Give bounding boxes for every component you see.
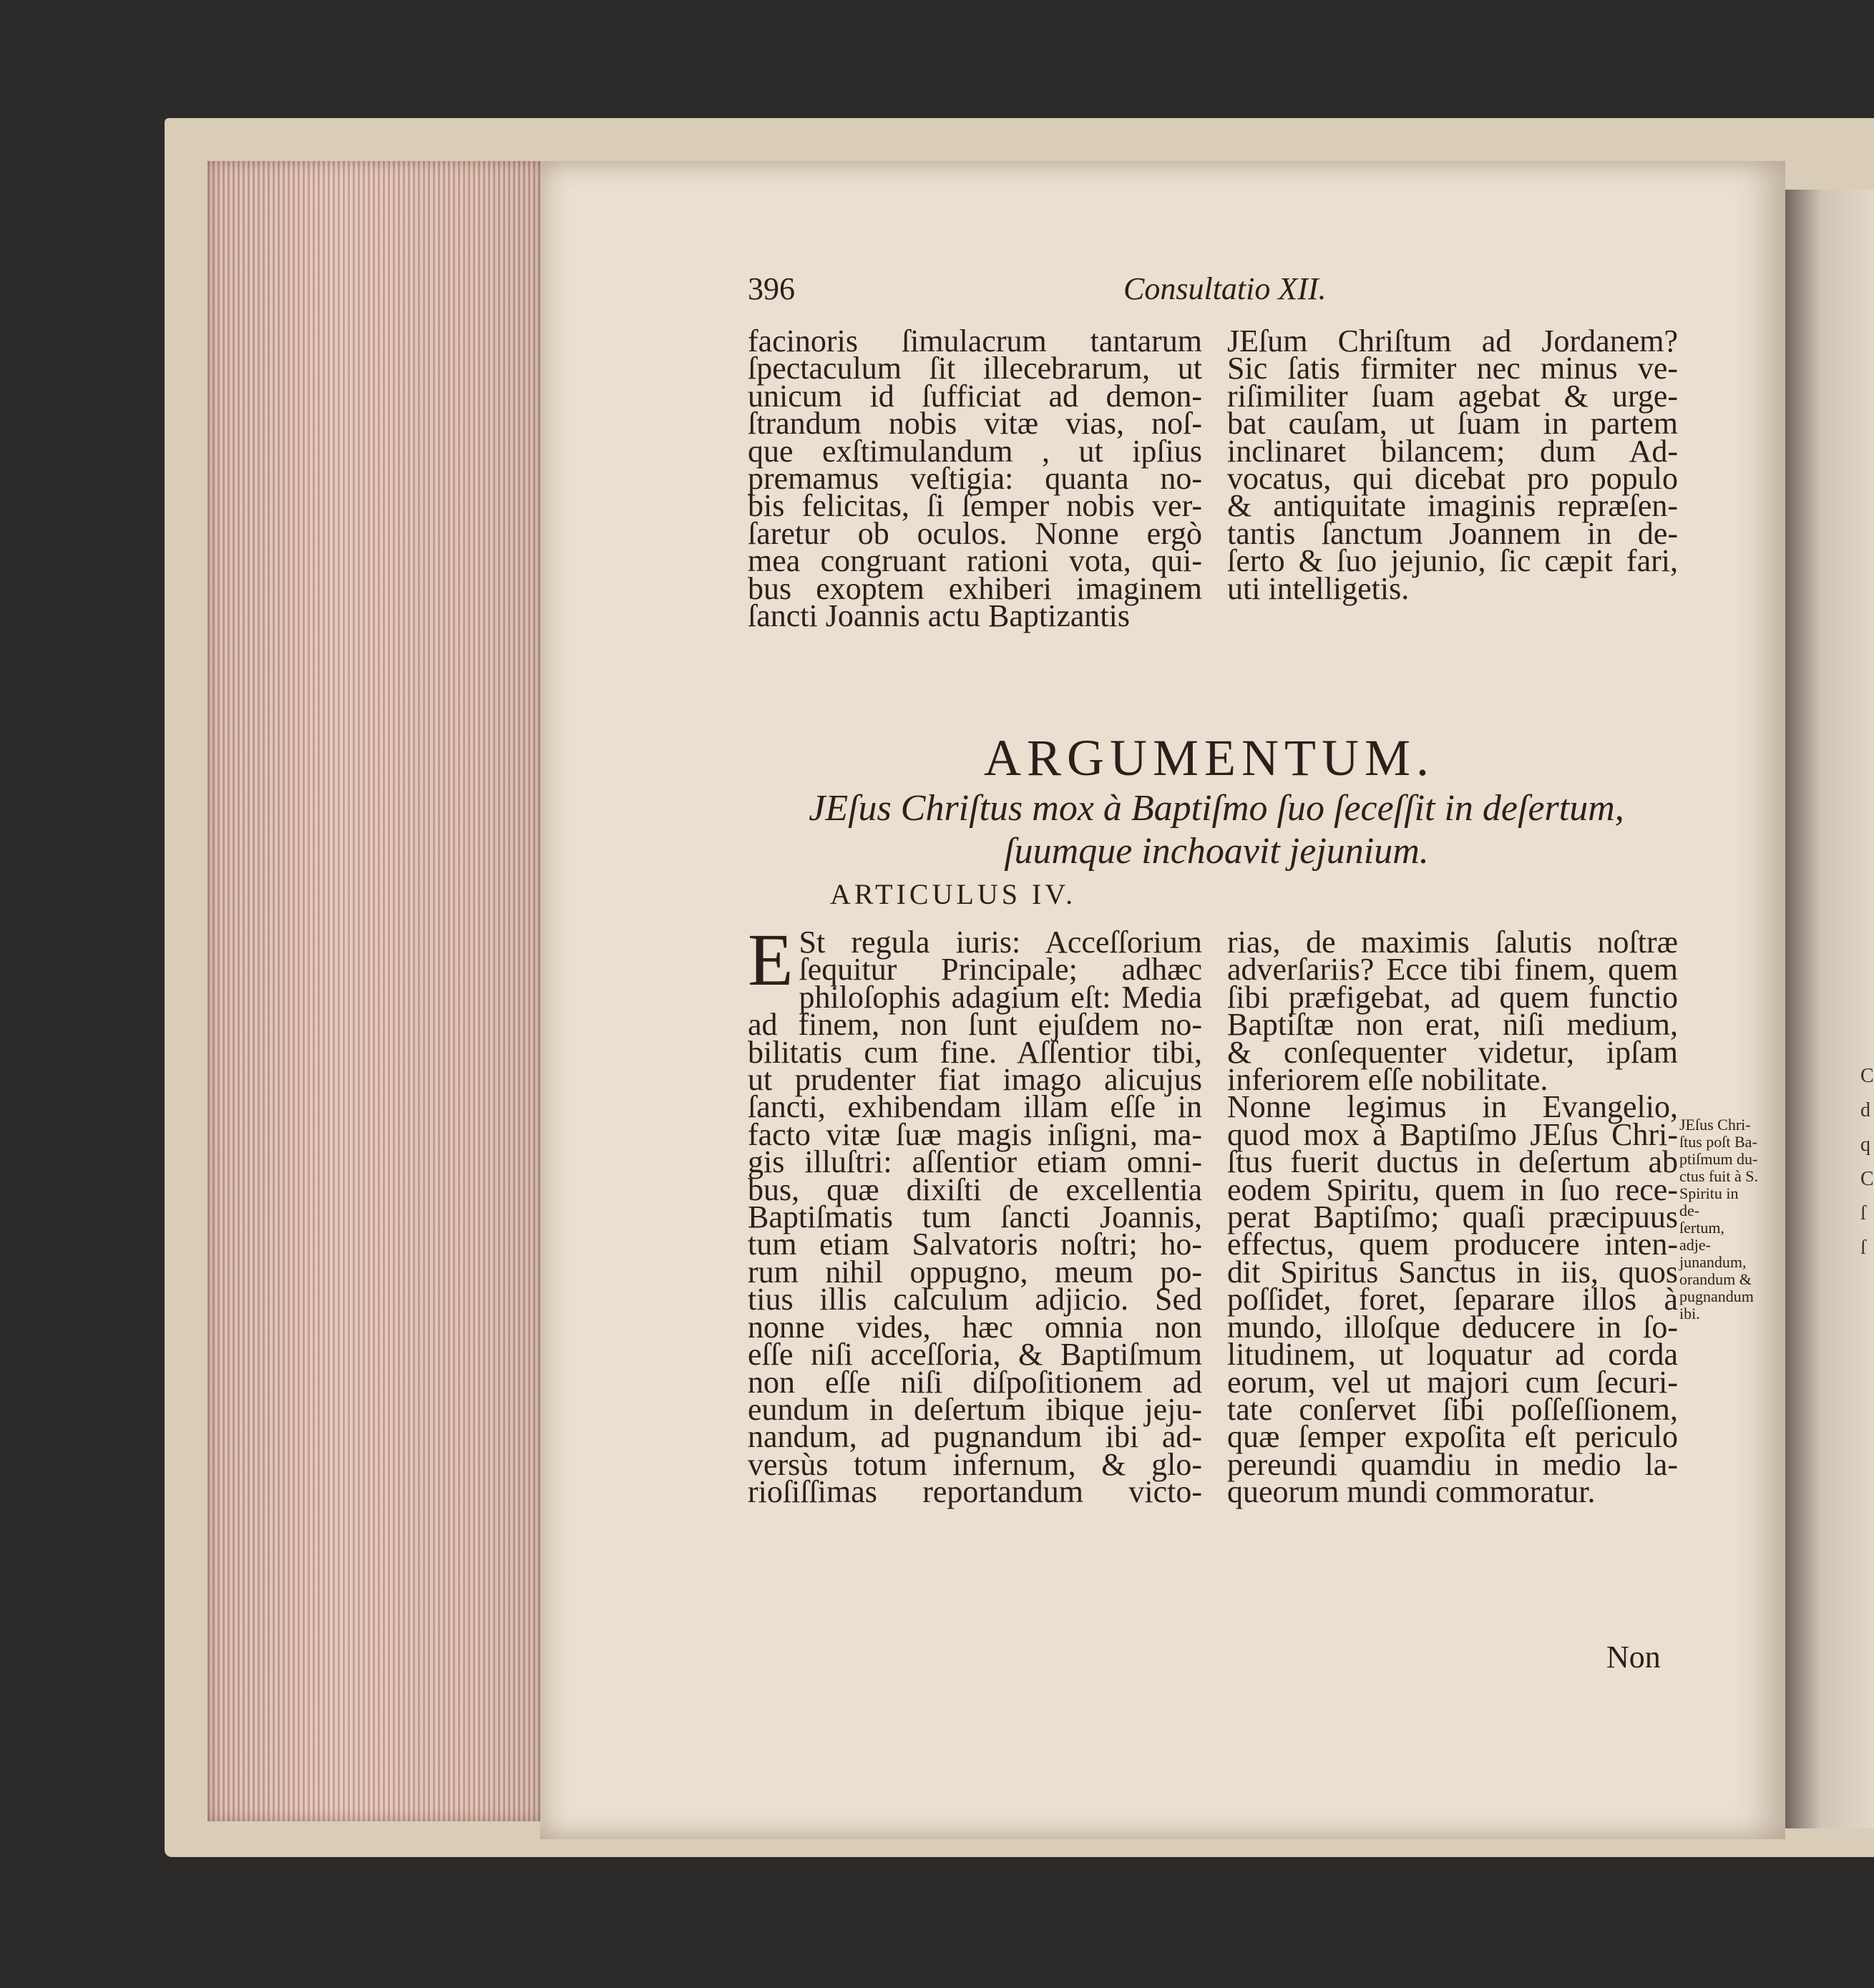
text-line: ſaretur ob oculos. Nonne ergò: [748, 515, 1202, 551]
text-line: bat cauſam, ut ſuam in partem: [1227, 406, 1678, 442]
text-line: que exſtimulandum , ut ipſius: [748, 433, 1202, 469]
text-line: Sic ſatis firmiter nec minus ve-: [1227, 351, 1678, 386]
text-line: eorum, vel ut majori cum ſecuri-: [1227, 1364, 1678, 1400]
subtitle-line: ſuumque inchoavit jejunium.: [1004, 831, 1429, 872]
text-line: perat Baptiſmo; quaſi præcipuus: [1227, 1199, 1678, 1235]
bottom-left-column: [748, 919, 1202, 1510]
text-line: mundo, illoſque deducere in ſo-: [1227, 1309, 1678, 1345]
text-line: adverſariis? Ecce tibi finem, quem: [1227, 952, 1678, 988]
text-line: inclinaret bilancem; dum Ad-: [1227, 433, 1678, 469]
text-line: ad finem, non ſunt ejuſdem no-: [748, 1007, 1202, 1043]
facing-page-fragment: C d q C ſ ſ: [1860, 1065, 1874, 1259]
text-line: dit Spiritus Sanctus in iis, quos: [1227, 1254, 1678, 1290]
text-line: bis felicitas, ſi ſemper nobis ver-: [748, 488, 1202, 524]
text-line: effectus, quem producere inten-: [1227, 1227, 1678, 1262]
text-line: versùs totum infernum, & glo-: [748, 1446, 1202, 1482]
section-heading: ARGUMENTUM.: [983, 729, 1435, 786]
text-line: tum etiam Salvatoris noſtri; ho-: [748, 1227, 1202, 1262]
text-line: Baptiſtæ non erat, niſi medium,: [1227, 1007, 1678, 1043]
text-line: mea congruant rationi vota, qui-: [748, 543, 1202, 579]
text-line: ſtrandum nobis vitæ vias, noſ-: [748, 406, 1202, 442]
text-line: ſtus fuerit ductus in deſertum ab: [1227, 1144, 1678, 1180]
text-line: eſſe niſi acceſſoria, & Baptiſmum: [748, 1337, 1202, 1373]
catchword: Non: [1606, 1639, 1661, 1675]
text-line: riſimiliter ſuam agebat & urge-: [1227, 378, 1678, 414]
bottom-right-column: [1227, 925, 1678, 1510]
text-line: St regula iuris: Acceſſorium: [799, 925, 1202, 960]
section-subtitle: [744, 787, 1689, 873]
text-line: philoſophis adagium eſt: Media: [799, 979, 1202, 1015]
text-line: ut prudenter fiat imago alicujus: [748, 1062, 1202, 1098]
text-line: & antiquitate imaginis repræſen-: [1227, 488, 1678, 524]
text-line: rias, de maximis ſalutis noſtræ: [1227, 925, 1678, 960]
text-line: tantis ſanctum Joannem in de-: [1227, 515, 1678, 551]
text-line: rioſiſſimas reportandum victo-: [748, 1474, 1202, 1510]
top-right-column: [1227, 323, 1678, 606]
text-line: & conſequenter videtur, ipſam: [1227, 1034, 1678, 1070]
text-line: bilitatis cum fine. Aſſentior tibi,: [748, 1034, 1202, 1070]
text-line: bus, quæ dixiſti de excellentia: [748, 1171, 1202, 1207]
text-line: non eſſe niſi diſpoſitionem ad: [748, 1364, 1202, 1400]
text-line: facinoris ſimulacrum tantarum: [748, 323, 1202, 359]
page-number: 396: [748, 271, 795, 306]
text-line: bus exoptem exhiberi imaginem: [748, 570, 1202, 606]
text-line: ſibi præfigebat, ad quem functio: [1227, 979, 1678, 1015]
text-line: ſequitur Principale; adhæc: [799, 952, 1202, 988]
page-gutter: [1785, 190, 1874, 1828]
text-line: pereundi quamdiu in medio la-: [1227, 1446, 1678, 1482]
text-line: eundum in deſertum ibique jeju-: [748, 1391, 1202, 1427]
text-line: ſerto & ſuo jejunio, ſic cæpit fari,: [1227, 543, 1678, 579]
subtitle-line: JEſus Chriſtus mox à Baptiſmo ſuo ſeceſſit in deſertum,: [809, 788, 1624, 829]
article-label: ARTICULUS IV.: [830, 878, 1077, 910]
text-line: ſpectaculum ſit illecebrarum, ut: [748, 351, 1202, 386]
text-line: uti intelligetis.: [1227, 570, 1410, 606]
text-line: unicum id ſufficiat ad demon-: [748, 378, 1202, 414]
text-line: poſſidet, foret, ſeparare illos à: [1227, 1282, 1678, 1317]
text-line: gis illuſtri: aſſentior etiam omni-: [748, 1144, 1202, 1180]
page-edges: [208, 161, 544, 1821]
text-line: tius illis calculum adjicio. Sed: [748, 1282, 1202, 1317]
text-line: nonne vides, hæc omnia non: [748, 1309, 1202, 1345]
text-line: rum nihil oppugno, meum po-: [748, 1254, 1202, 1290]
text-line: nandum, ad pugnandum ibi ad-: [748, 1419, 1202, 1455]
text-line: Baptiſmatis tum ſancti Joannis,: [748, 1199, 1202, 1235]
drop-cap: E: [748, 919, 794, 1001]
top-left-column: [748, 323, 1202, 634]
marginal-note: JEſus Chri- ſtus poſt Ba- ptiſmum du- ctus fuit à S. Spiritu in de- ſertum, adje- junandum, orandum & pugnandum ibi.: [1679, 1116, 1758, 1322]
text-line: JEſum Chriſtum ad Jordanem?: [1227, 323, 1678, 359]
text-line: quæ ſemper expoſita eſt periculo: [1227, 1419, 1678, 1455]
running-header: [748, 271, 1678, 313]
text-line: eodem Spiritu, quem in ſuo rece-: [1227, 1171, 1678, 1207]
text-line: tate conſervet ſibi poſſeſſionem,: [1227, 1391, 1678, 1427]
text-line: Nonne legimus in Evangelio,: [1227, 1089, 1678, 1125]
text-line: ſancti Joannis actu Baptizantis: [748, 598, 1130, 634]
text-line: litudinem, ut loquatur ad corda: [1227, 1337, 1678, 1373]
text-line: vocatus, qui dicebat pro populo: [1227, 461, 1678, 497]
text-line: queorum mundi commoratur.: [1227, 1474, 1596, 1510]
text-line: ſancti, exhibendam illam eſſe in: [748, 1089, 1202, 1125]
text-line: facto vitæ ſuæ magis inſigni, ma-: [748, 1116, 1202, 1152]
text-line: inferiorem eſſe nobilitate.: [1227, 1062, 1548, 1098]
text-line: premamus veſtigia: quanta no-: [748, 461, 1202, 497]
text-line: quod mox à Baptiſmo JEſus Chri-: [1227, 1116, 1678, 1152]
running-title: Consultatio XII.: [1123, 271, 1327, 306]
